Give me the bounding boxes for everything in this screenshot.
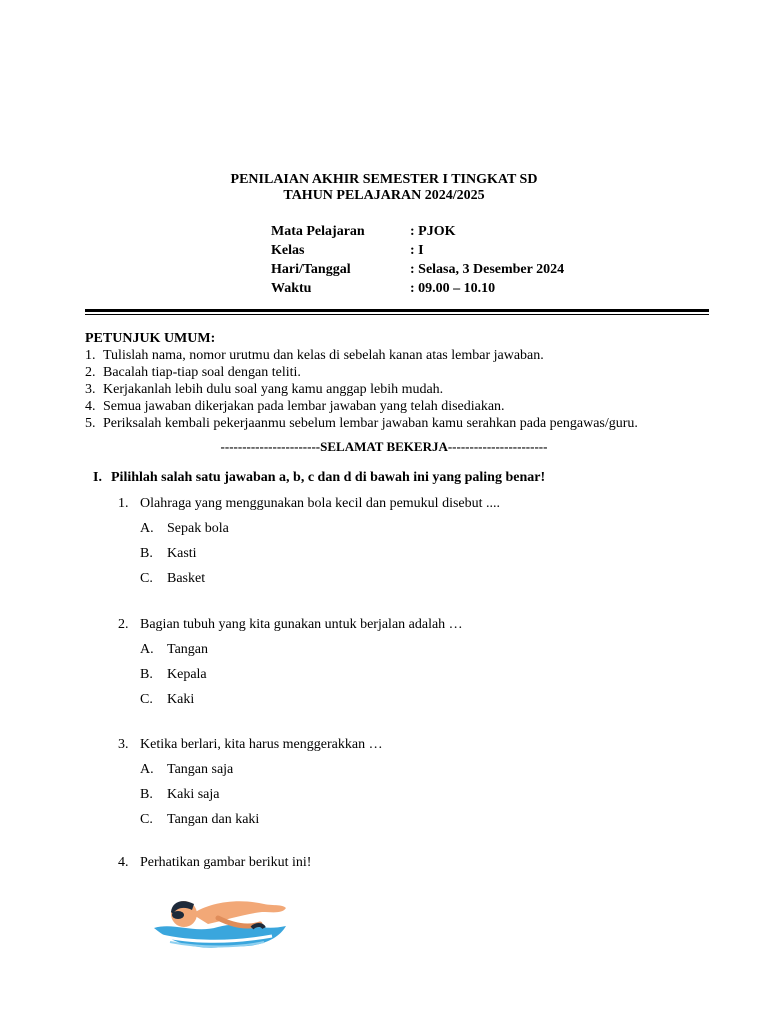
question-stem: 2. Bagian tubuh yang kita gunakan untuk berjalan adalah … [118,617,463,632]
info-row-time: Waktu : 09.00 – 10.10 [271,281,496,296]
question-stem: 1. Olahraga yang menggunakan bola kecil dan pemukul disebut .... [118,496,501,511]
answer-option: A. Tangan saja [140,762,234,777]
instruction-item: 5. Periksalah kembali pekerjaanmu sebelum lembar jawaban kamu serahkan pada pengawas/guru. [85,416,638,431]
info-row-class: Kelas : I [271,243,424,258]
general-instructions [85,330,725,432]
answer-option: C. Basket [140,571,206,586]
swimmer-body [192,901,286,924]
question-4 [118,853,738,873]
swimmer-illustration [148,884,290,958]
answer-option: B. Kepala [140,667,207,682]
instruction-item: 2. Bacalah tiap-tiap soal dengan teliti. [85,365,301,380]
exam-info [271,222,564,298]
answer-option: C. Kaki [140,692,195,707]
instructions-heading: PETUNJUK UMUM: [85,331,216,346]
question-1 [118,494,738,589]
divider-thick [85,309,709,312]
exam-title: PENILAIAN AKHIR SEMESTER I TINGKAT SD [230,172,538,187]
greeting-banner: -----------------------SELAMAT BEKERJA----------------------- [220,439,548,454]
question-stem: 3. Ketika berlari, kita harus menggerakkan … [118,737,383,752]
question-2 [118,615,738,710]
answer-option: B. Kasti [140,546,197,561]
instruction-item: 4. Semua jawaban dikerjakan pada lembar jawaban yang telah disediakan. [85,399,505,414]
goggles-icon [172,911,184,919]
answer-option: B. Kaki saja [140,787,220,802]
exam-year: TAHUN PELAJARAN 2024/2025 [283,188,485,203]
question-stem: 4. Perhatikan gambar berikut ini! [118,855,312,870]
answer-option: C. Tangan dan kaki [140,812,260,827]
answer-option: A. Sepak bola [140,521,229,536]
info-row-subject: Mata Pelajaran : PJOK [271,224,456,239]
divider-thin [85,314,709,315]
section-heading: I. Pilihlah salah satu jawaban a, b, c dan d di bawah ini yang paling benar! [93,470,546,485]
question-3 [118,735,738,830]
instruction-item: 1. Tulislah nama, nomor urutmu dan kelas di sebelah kanan atas lembar jawaban. [85,348,544,363]
info-row-date: Hari/Tanggal : Selasa, 3 Desember 2024 [271,262,565,277]
instruction-item: 3. Kerjakanlah lebih dulu soal yang kamu anggap lebih mudah. [85,382,444,397]
answer-option: A. Tangan [140,642,209,657]
